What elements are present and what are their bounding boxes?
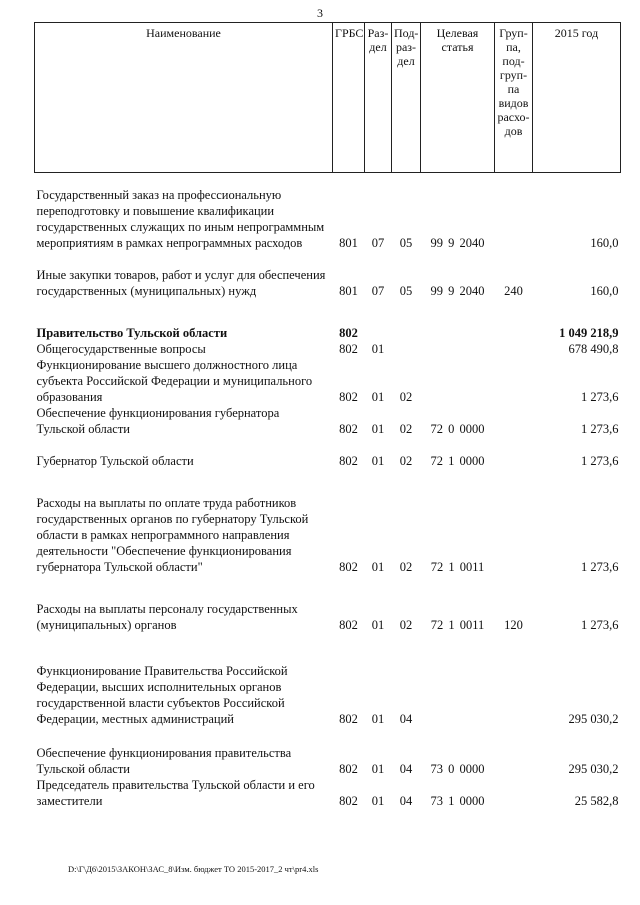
table-row	[35, 267, 621, 299]
table-row	[35, 601, 621, 633]
row-name: Иные закупки товаров, работ и услуг для обеспечения государственных (муниципальных) нужд	[36, 267, 326, 298]
row-grbs: 802	[339, 325, 358, 340]
row-target-article	[421, 341, 495, 357]
row-target-article: 72 0 0000	[430, 421, 485, 436]
row-target-article: 72 1 0011	[430, 617, 485, 632]
row-podrazdel: 05	[399, 283, 413, 298]
row-podrazdel	[392, 341, 421, 357]
row-amount-2015: 1 049 218,9	[559, 325, 619, 340]
table-row	[35, 453, 621, 469]
row-target-article	[421, 663, 495, 727]
row-razdel: 01	[371, 559, 385, 574]
row-podrazdel: 05	[399, 235, 413, 250]
row-spacer-cell	[35, 299, 621, 325]
row-podrazdel: 04	[399, 761, 413, 776]
table-row	[35, 495, 621, 575]
row-razdel: 01	[371, 453, 385, 468]
row-spacer	[35, 251, 621, 267]
row-expense-type	[495, 341, 533, 357]
row-grbs: 802	[339, 389, 358, 404]
row-podrazdel: 04	[399, 793, 413, 808]
table-row	[35, 745, 621, 777]
row-spacer	[35, 299, 621, 325]
row-razdel: 01	[371, 389, 385, 404]
row-expense-type: 240	[504, 283, 523, 298]
row-amount-2015: 25 582,8	[574, 793, 619, 808]
row-expense-type	[495, 187, 533, 251]
row-target-article: 73 0 0000	[430, 761, 485, 776]
row-razdel: 07	[371, 235, 385, 250]
table-row	[35, 187, 621, 251]
row-name: Расходы на выплаты по оплате труда работников государственных органов по губернатору Тульской области в рамках непрограммного направления деятельности "Обеспечение функционирования губернатора Тульской области"	[36, 495, 309, 574]
row-expense-type	[495, 453, 533, 469]
row-grbs: 801	[339, 235, 358, 250]
row-target-article: 99 9 2040	[430, 283, 485, 298]
row-razdel: 07	[371, 283, 385, 298]
row-podrazdel: 04	[399, 711, 413, 726]
row-amount-2015: 1 273,6	[581, 421, 619, 436]
row-amount-2015: 1 273,6	[581, 559, 619, 574]
header-cs: Целевая статья	[421, 23, 495, 173]
row-spacer	[35, 437, 621, 453]
row-grbs: 802	[339, 341, 358, 356]
row-expense-type	[495, 777, 533, 809]
row-name: Обеспечение функционирования губернатора Тульской области	[36, 405, 280, 436]
row-target-article	[421, 325, 495, 341]
row-name: Общегосударственные вопросы	[36, 341, 206, 356]
row-razdel: 01	[371, 793, 385, 808]
row-expense-type	[495, 405, 533, 437]
row-target-article	[421, 357, 495, 405]
row-grbs: 802	[339, 559, 358, 574]
row-expense-type	[495, 357, 533, 405]
row-podrazdel	[392, 325, 421, 341]
row-spacer	[35, 469, 621, 495]
row-grbs: 801	[339, 283, 358, 298]
row-spacer	[35, 727, 621, 745]
header-grbs: ГРБС	[333, 23, 365, 173]
row-amount-2015: 1 273,6	[581, 617, 619, 632]
row-spacer-cell	[35, 251, 621, 267]
row-name: Обеспечение функционирования правительства Тульской области	[36, 745, 292, 776]
row-grbs: 802	[339, 421, 358, 436]
row-expense-type	[495, 495, 533, 575]
row-name: Функционирование высшего должностного лица субъекта Российской Федерации и муниципального образования	[36, 357, 313, 404]
row-spacer	[35, 575, 621, 601]
row-spacer-cell	[35, 575, 621, 601]
table-row	[35, 405, 621, 437]
row-podrazdel: 02	[399, 559, 413, 574]
header-year: 2015 год	[533, 23, 621, 173]
row-name: Функционирование Правительства Российской Федерации, высших исполнительных органов государственной власти субъектов Российской Федерации, местных администраций	[36, 663, 288, 726]
row-razdel: 01	[371, 711, 385, 726]
row-amount-2015: 1 273,6	[581, 389, 619, 404]
row-podrazdel: 02	[399, 389, 413, 404]
row-spacer-cell	[35, 469, 621, 495]
row-grbs: 802	[339, 617, 358, 632]
header-vid: Груп- па, под- груп- па видов расхо- дов	[495, 23, 533, 173]
table-row	[35, 777, 621, 809]
table-row	[35, 357, 621, 405]
row-razdel: 01	[371, 341, 385, 356]
row-amount-2015: 160,0	[590, 283, 619, 298]
row-spacer-cell	[35, 173, 621, 187]
row-razdel: 01	[371, 761, 385, 776]
row-grbs: 802	[339, 793, 358, 808]
row-razdel: 01	[371, 617, 385, 632]
row-podrazdel: 02	[399, 453, 413, 468]
row-name: Расходы на выплаты персоналу государственных (муниципальных) органов	[36, 601, 298, 632]
row-amount-2015: 295 030,2	[568, 711, 619, 726]
row-spacer	[35, 173, 621, 187]
row-name: Губернатор Тульской области	[36, 453, 194, 468]
row-expense-type	[495, 325, 533, 341]
row-expense-type	[495, 745, 533, 777]
row-spacer-cell	[35, 437, 621, 453]
row-podrazdel: 02	[399, 617, 413, 632]
row-target-article: 73 1 0000	[430, 793, 485, 808]
row-target-article: 99 9 2040	[430, 235, 485, 250]
table-row	[35, 341, 621, 357]
row-name: Председатель правительства Тульской области и его заместители	[36, 777, 315, 808]
row-spacer-cell	[35, 727, 621, 745]
row-grbs: 802	[339, 453, 358, 468]
table-header-row	[35, 23, 621, 173]
row-expense-type: 120	[504, 617, 523, 632]
row-amount-2015: 1 273,6	[581, 453, 619, 468]
row-grbs: 802	[339, 711, 358, 726]
page-number: 3	[317, 6, 323, 20]
budget-table	[34, 22, 621, 809]
row-razdel: 01	[371, 421, 385, 436]
row-amount-2015: 295 030,2	[568, 761, 619, 776]
row-expense-type	[495, 663, 533, 727]
table-row	[35, 325, 621, 341]
row-name: Правительство Тульской области	[36, 325, 228, 340]
header-podrazdel: Под- раз- дел	[392, 23, 421, 173]
row-spacer	[35, 633, 621, 663]
row-grbs: 802	[339, 761, 358, 776]
table-row	[35, 663, 621, 727]
row-name: Государственный заказ на профессиональную переподготовку и повышение квалификации государственных служащих по иным непрограммным мероприятиям в рамках непрограммных расходов	[36, 187, 325, 250]
table-body	[35, 173, 621, 809]
row-amount-2015: 678 490,8	[568, 341, 619, 356]
row-amount-2015: 160,0	[590, 235, 619, 250]
row-target-article: 72 1 0011	[430, 559, 485, 574]
row-spacer-cell	[35, 633, 621, 663]
row-podrazdel: 02	[399, 421, 413, 436]
header-razdel: Раз- дел	[365, 23, 392, 173]
header-name: Наименование	[35, 23, 333, 173]
row-razdel	[365, 325, 392, 341]
row-target-article: 72 1 0000	[430, 453, 485, 468]
file-path-footer: D:\Г\Д6\2015\ЗАКОН\ЗАС_8\Изм. бюджет ТО 2015-2017_2 чт\pr4.xls	[68, 864, 319, 874]
